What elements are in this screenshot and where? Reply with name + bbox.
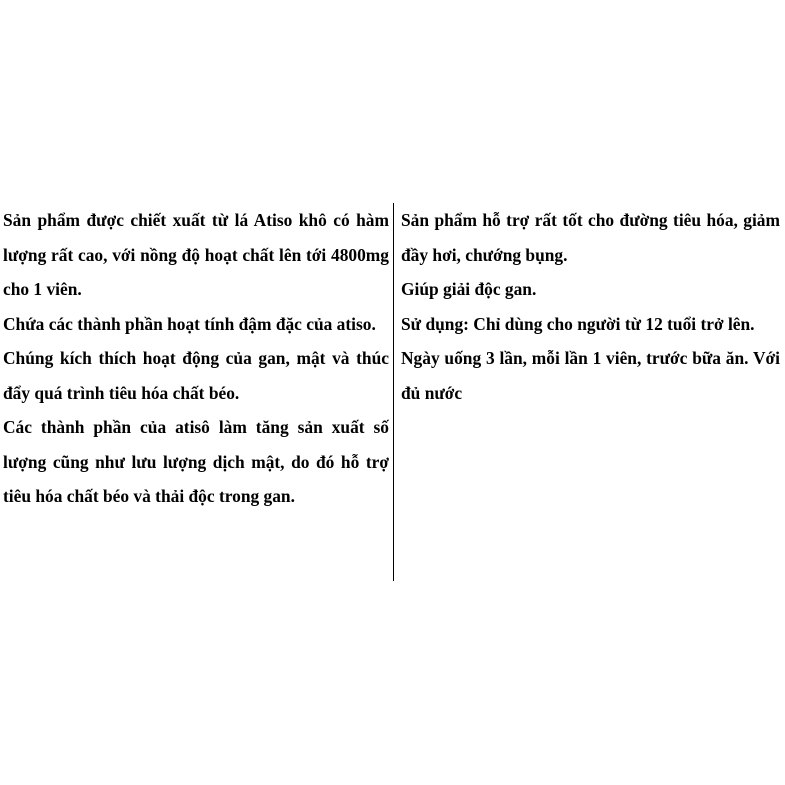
paragraph-liver-detox: Giúp giải độc gan. [401, 279, 537, 299]
paragraph-digestion-support: Sản phẩm hỗ trợ rất tốt cho đường tiêu hóa, giảm đầy hơi, chướng bụng. [401, 210, 780, 265]
paragraph-usage: Sử dụng: Chỉ dùng cho người từ 12 tuổi trở lên. [401, 313, 755, 334]
left-text-column [3, 203, 389, 514]
column-divider [393, 203, 394, 581]
paragraph-active-ingredients: Chứa các thành phần hoạt tính đậm đặc của atiso. [3, 313, 376, 334]
paragraph-extract-source: Sản phẩm được chiết xuất từ lá Atiso khô có hàm lượng rất cao, với nồng độ hoạt chất lên tới 4800mg cho 1 viên. [3, 210, 389, 299]
paragraph-dosage: Ngày uống 3 lần, mỗi lần 1 viên, trước bữa ăn. Với đủ nước [401, 348, 780, 403]
product-description [0, 203, 785, 581]
right-text-column [401, 203, 780, 410]
paragraph-bile-production: Các thành phần của atisô làm tăng sản xuất số lượng cũng như lưu lượng dịch mật, do đó hỗ trợ tiêu hóa chất béo và thải độc trong gan. [3, 417, 389, 506]
paragraph-liver-stimulation: Chúng kích thích hoạt động của gan, mật và thúc đẩy quá trình tiêu hóa chất béo. [3, 348, 389, 403]
